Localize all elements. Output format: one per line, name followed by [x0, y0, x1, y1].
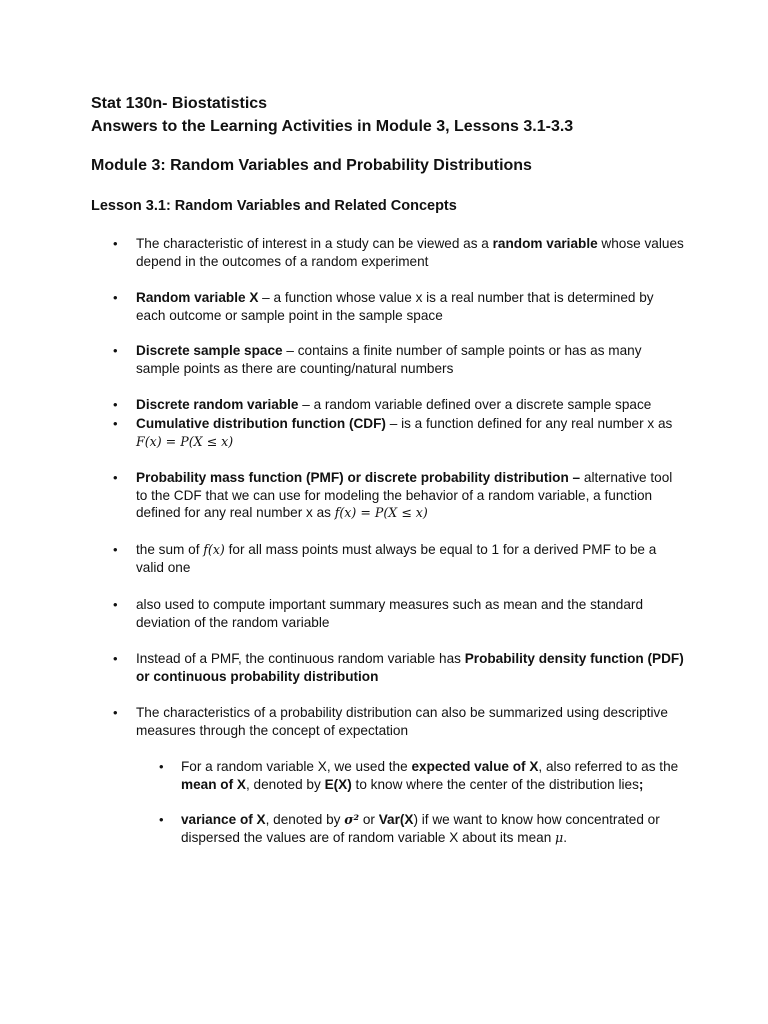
list-item-random-variable-intro: • The characteristic of interest in a study can be viewed as a random variable whose values depend in the outcomes of a random experiment — [113, 236, 684, 269]
sigma-squared-symbol: σ² — [344, 812, 360, 827]
term-pmf: Probability mass function (PMF) or discrete probability distribution – — [136, 470, 581, 485]
cdf-formula: F(x) = P(X ≤ x) — [136, 433, 234, 449]
term-var: Var(X — [378, 812, 414, 827]
bullet-icon: • — [113, 597, 118, 612]
list-item-discrete-sample-space: • Discrete sample space – contains a finite number of sample points or has as many sample points as there are counting/natural numbers — [113, 343, 642, 376]
bullet-icon: • — [113, 470, 118, 485]
fx-symbol: f(x) — [203, 542, 225, 557]
bullet-icon: • — [113, 416, 118, 431]
term-cdf: Cumulative distribution function (CDF) — [136, 416, 386, 431]
list-item-pdf: • Instead of a PMF, the continuous random variable has Probability density function (PDF) or continuous probability distribution — [113, 651, 684, 684]
bullet-icon: • — [113, 542, 118, 557]
bullet-icon: • — [159, 812, 164, 827]
lesson-heading: Lesson 3.1: Random Variables and Related Concepts — [91, 198, 457, 214]
pmf-formula: f(x) = P(X ≤ x) — [334, 505, 428, 520]
term-discrete-sample-space: Discrete sample space — [136, 343, 283, 358]
document-title: Answers to the Learning Activities in Module 3, Lessons 3.1-3.3 — [91, 118, 574, 135]
term-mean: mean of X — [181, 776, 246, 792]
list-item-discrete-random-variable: • Discrete random variable – a random variable defined over a discrete sample space — [113, 397, 652, 412]
term-expected-value: expected value of X — [411, 759, 539, 774]
sub-item-variance: • variance of X, denoted by σ² or Var(X) if we want to know how concentrated or dispersed the values are of random variable X about its mean μ. — [159, 812, 660, 845]
term-random-variable: random variable — [492, 236, 598, 251]
list-item-summary-measures: • also used to compute important summary measures such as mean and the standard deviation of the random variable — [113, 597, 644, 630]
bullet-icon: • — [113, 236, 118, 251]
term-variance: variance of X — [181, 812, 266, 827]
bullet-icon: • — [113, 651, 118, 666]
list-item-pmf-sum: • the sum of f(x) for all mass points must always be equal to 1 for a derived PMF to be a valid one — [113, 542, 657, 575]
term-discrete-random-variable: Discrete random variable — [136, 397, 299, 412]
term-ex: E(X) — [324, 776, 352, 792]
list-item-pmf: • Probability mass function (PMF) or discrete probability distribution – alternative tool to the CDF that we can use for modeling the behavior of a random variable, a function defined for any real number x as f(x) = P(X ≤ x) — [113, 470, 673, 520]
bullet-icon: • — [113, 705, 118, 720]
mu-symbol: μ — [555, 829, 564, 845]
list-item-cdf: • Cumulative distribution function (CDF) – is a function defined for any real number x as F(x) = P(X ≤ x) — [113, 416, 673, 449]
bullet-icon: • — [113, 343, 118, 358]
term-pdf: Probability density function (PDF) or continuous probability distribution — [136, 651, 684, 684]
bullet-icon: • — [113, 397, 118, 412]
module-heading: Module 3: Random Variables and Probability Distributions — [91, 157, 532, 174]
list-item-expectation: • The characteristics of a probability distribution can also be summarized using descriptive measures through the concept of expectation — [113, 705, 668, 738]
bullet-icon: • — [159, 759, 164, 774]
course-title: Stat 130n- Biostatistics — [91, 95, 268, 112]
bullet-icon: • — [113, 290, 118, 305]
list-item-random-variable-x: • Random variable X – a function whose value x is a real number that is determined by each outcome or sample point in the sample space — [113, 290, 654, 323]
term-random-variable-x: Random variable X — [136, 290, 259, 305]
sub-item-expected-value: • For a random variable X, we used the expected value of X, also referred to as the mean of X, denoted by E(X) to know where the center of the distribution lies; — [159, 759, 679, 792]
